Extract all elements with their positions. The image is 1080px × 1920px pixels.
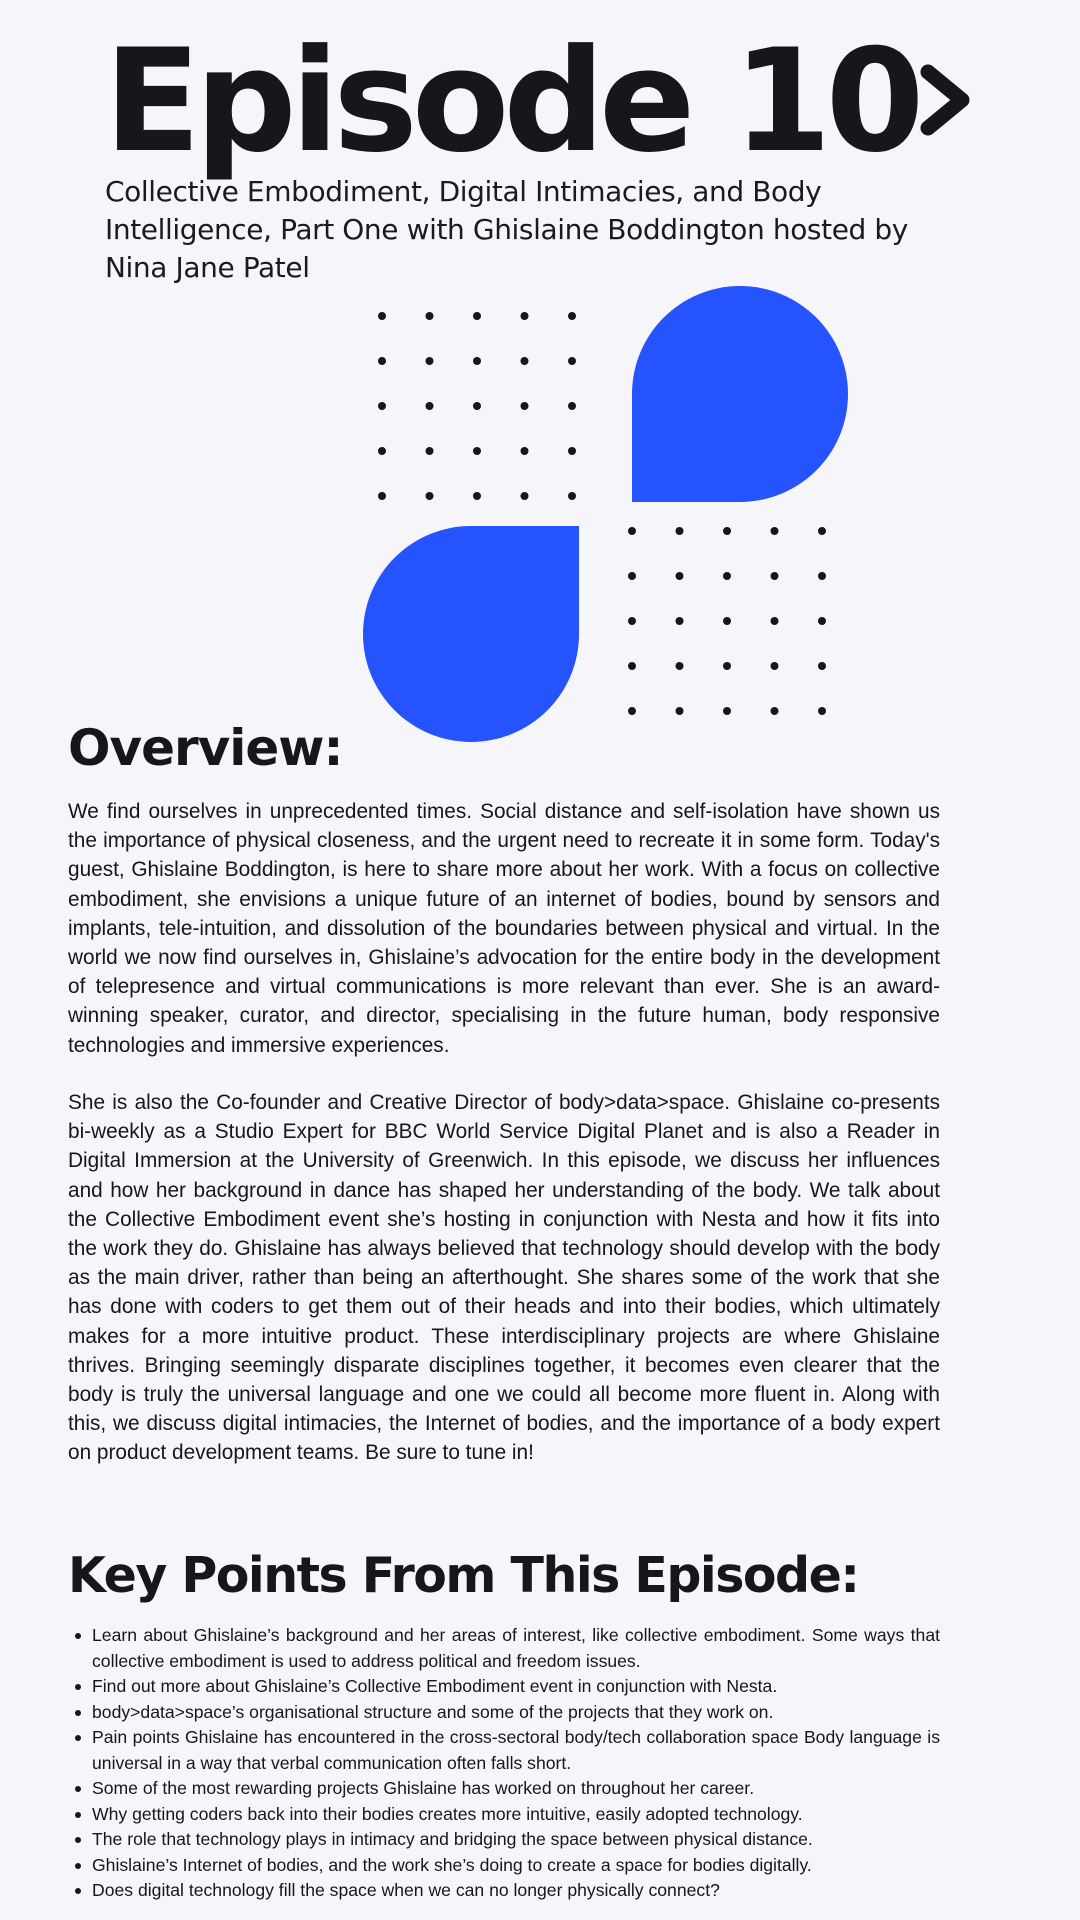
grid-dot [473,447,481,455]
grid-dot [378,357,386,365]
grid-dot [628,707,636,715]
grid-dot [473,492,481,500]
grid-dot [473,357,481,365]
grid-dot [473,402,481,410]
grid-dot [723,707,731,715]
key-point-item: body>data>space’s organisational structure and some of the projects that they work on. [92,1700,940,1726]
grid-dot [771,662,779,670]
grid-dot [628,527,636,535]
grid-dot [378,447,386,455]
grid-dot [628,617,636,625]
grid-dot [771,572,779,580]
key-points-list [92,1623,940,1904]
grid-dot [426,492,434,500]
dot-grid-bottom-right [628,527,826,715]
grid-dot [723,662,731,670]
grid-dot [568,357,576,365]
grid-dot [628,662,636,670]
grid-dot [521,312,529,320]
grid-dot [521,447,529,455]
grid-dot [426,402,434,410]
grid-dot [771,617,779,625]
key-point-item: Pain points Ghislaine has encountered in the cross-sectoral body/tech collaboration space Body language is universal in a way that verbal communication often falls short. [92,1725,940,1776]
grid-dot [676,662,684,670]
key-point-item: The role that technology plays in intimacy and bridging the space between physical distance. [92,1827,940,1853]
dot-grid-top-left [378,312,576,500]
grid-dot [426,447,434,455]
grid-dot [521,492,529,500]
overview-paragraph: We find ourselves in unprecedented times. Social distance and self-isolation have shown us the importance of physical closeness, and the urgent need to recreate it in some form. Today's guest, Ghislaine Boddington, is here to share more about her work. With a focus on collective embodiment, she envisions a unique future of an internet of bodies, bound by sensors and implants, tele-intuition, and dissolution of the boundaries between physical and virtual. In the world we now find ourselves in, Ghislaine’s advocation for the entire body in the development of telepresence and virtual communications is more relevant than ever. She is an award-winning speaker, curator, and director, specialising in the future human, body responsive technologies and immersive experiences. [68,800,940,1057]
grid-dot [818,617,826,625]
grid-dot [818,527,826,535]
grid-dot [676,572,684,580]
key-point-item: Does digital technology fill the space when we can no longer physically connect? [92,1878,940,1904]
grid-dot [568,402,576,410]
grid-dot [378,492,386,500]
blue-teardrop-bottom-left [363,526,579,742]
grid-dot [676,617,684,625]
grid-dot [676,527,684,535]
grid-dot [771,527,779,535]
key-point-item: Learn about Ghislaine’s background and her areas of interest, like collective embodiment. Some ways that collective embodiment is used to address political and freedom issues. [92,1623,940,1674]
grid-dot [628,572,636,580]
grid-dot [568,312,576,320]
key-points-heading: Key Points From This Episode: [68,1547,859,1604]
grid-dot [568,492,576,500]
grid-dot [818,662,826,670]
episode-subtitle: Collective Embodiment, Digital Intimacies, and Body Intelligence, Part One with Ghislaine Boddington hosted by Nina Jane Patel [105,175,908,284]
grid-dot [723,617,731,625]
grid-dot [771,707,779,715]
grid-dot [426,357,434,365]
overview-heading: Overview: [68,719,343,777]
grid-dot [521,357,529,365]
grid-dot [676,707,684,715]
grid-dot [378,312,386,320]
grid-dot [473,312,481,320]
grid-dot [818,707,826,715]
grid-dot [568,447,576,455]
blue-teardrop-top-right [632,286,848,502]
grid-dot [723,527,731,535]
key-point-item: Some of the most rewarding projects Ghislaine has worked on throughout her career. [92,1776,940,1802]
key-point-item: Why getting coders back into their bodies creates more intuitive, easily adopted technology. [92,1802,940,1828]
episode-title: Episode 10 [104,19,919,184]
grid-dot [426,312,434,320]
key-point-item: Ghislaine’s Internet of bodies, and the work she’s doing to create a space for bodies digitally. [92,1853,940,1879]
grid-dot [818,572,826,580]
key-point-item: Find out more about Ghislaine’s Collective Embodiment event in conjunction with Nesta. [92,1674,940,1700]
chevron-right-icon[interactable] [918,62,976,138]
grid-dot [521,402,529,410]
grid-dot [723,572,731,580]
overview-paragraph: She is also the Co-founder and Creative Director of body>data>space. Ghislaine co-presents bi-weekly as a Studio Expert for BBC World Service Digital Planet and is also a Reader in Digital Immersion at the University of Greenwich. In this episode, we discuss her influences and how her background in dance has shaped her understanding of the body. We talk about the Collective Embodiment event she’s hosting in conjunction with Nesta and how it fits into the work they do. Ghislaine has always believed that technology should develop with the body as the main driver, rather than being an afterthought. She shares some of the work that she has done with coders to get them out of their heads and into their bodies, which ultimately makes for a more intuitive product. These interdisciplinary projects are where Ghislaine thrives. Bringing seemingly disparate disciplines together, it becomes even clearer that the body is truly the universal language and one we could all become more fluent in. Along with this, we discuss digital intimacies, the Internet of bodies, and the importance of a body expert on product development teams. Be sure to tune in! [68,1091,940,1465]
grid-dot [378,402,386,410]
